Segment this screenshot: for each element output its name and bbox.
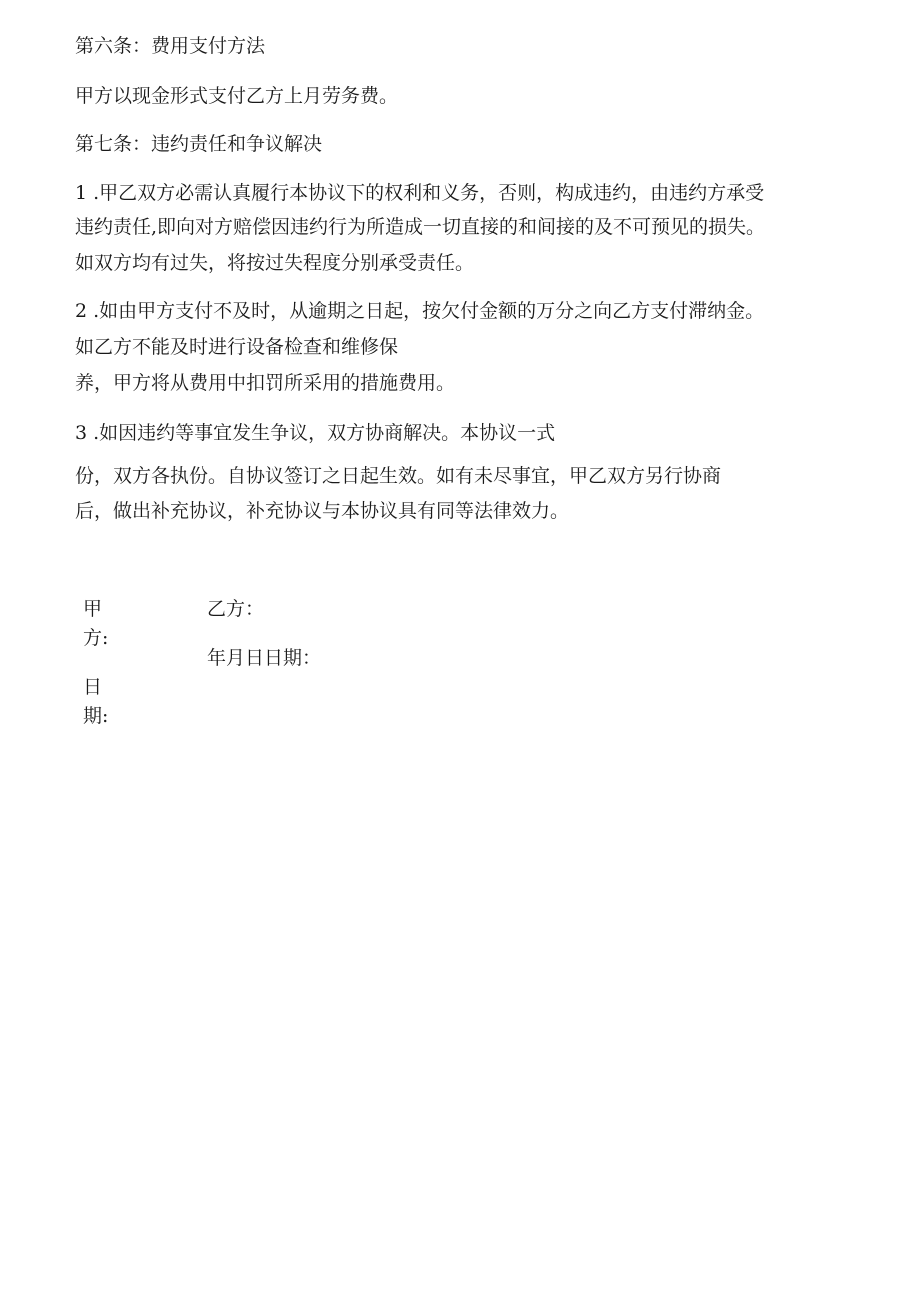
date-a-label-char1: 日 — [83, 676, 103, 698]
article7-heading: 第七条：违约责任和争议解决 — [75, 133, 323, 155]
clause1-line3: 如双方均有过失，将按过失程度分别承受责任。 — [75, 252, 475, 274]
date-b-label: 年月日日期： — [207, 647, 322, 669]
date-a-label-char2: 期: — [83, 705, 109, 727]
party-b-label: 乙方： — [207, 598, 265, 620]
clause3-line3: 后，做出补充协议，补充协议与本协议具有同等法律效力。 — [75, 500, 570, 522]
party-a-label-char2: 方: — [83, 627, 109, 649]
clause3-line2: 份，双方各执份。自协议签订之日起生效。如有未尽事宜，甲乙双方另行协商 — [75, 465, 722, 487]
clause3-line1: 3 .如因违约等事宜发生争议，双方协商解决。本协议一式 — [75, 422, 556, 444]
clause1-line2: 违约责任,即向对方赔偿因违约行为所造成一切直接的和间接的及不可预见的损失。 — [75, 216, 766, 238]
clause1-line1: 1 .甲乙双方必需认真履行本协议下的权利和义务，否则，构成违约，由违约方承受 — [75, 182, 765, 204]
clause2-line3: 养，甲方将从费用中扣罚所采用的措施费用。 — [75, 372, 456, 394]
article6-heading: 第六条：费用支付方法 — [75, 35, 266, 57]
clause2-line2: 如乙方不能及时进行设备检查和维修保 — [75, 336, 399, 358]
party-a-label-char1: 甲 — [83, 598, 103, 620]
article6-body: 甲方以现金形式支付乙方上月劳务费。 — [75, 85, 399, 107]
clause2-line1: 2 .如由甲方支付不及时，从逾期之日起，按欠付金额的万分之向乙方支付滞纳金。 — [75, 300, 765, 322]
